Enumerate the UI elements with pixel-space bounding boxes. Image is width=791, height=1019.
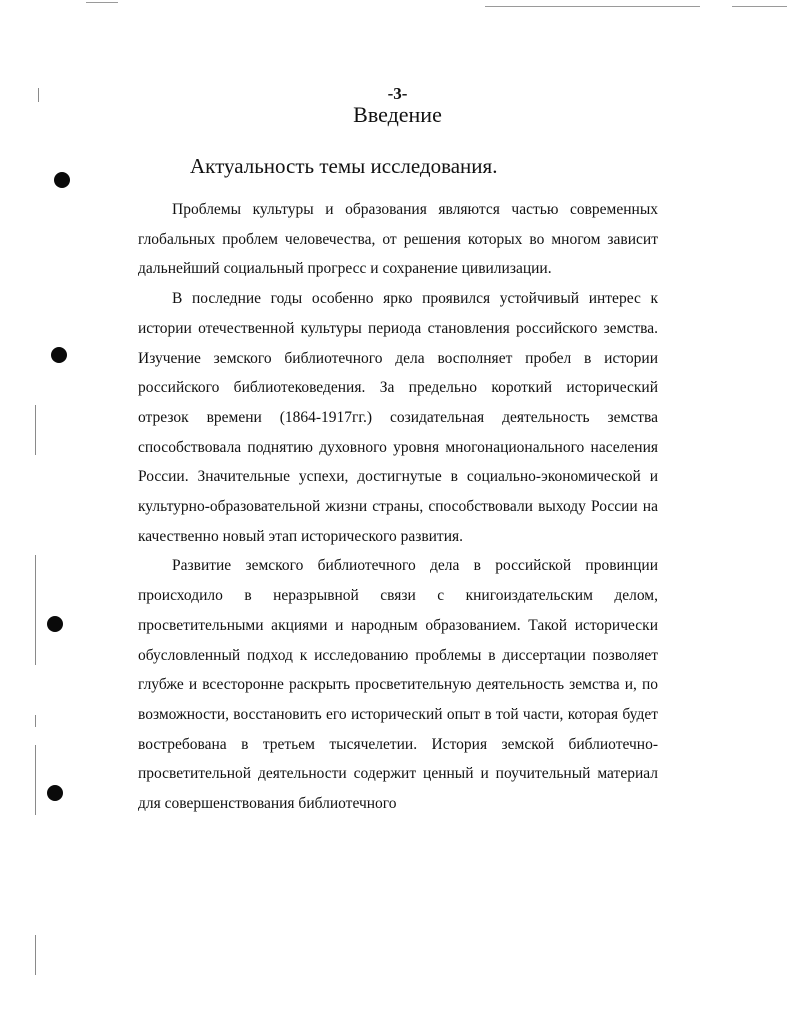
section-heading: Актуальность темы исследования. — [190, 154, 498, 178]
page-number: -3- — [387, 84, 408, 103]
scan-artifact-top-left — [86, 2, 118, 3]
punch-hole-icon — [54, 172, 70, 188]
scan-artifact-top-far-right — [732, 6, 787, 7]
margin-mark — [35, 555, 36, 665]
paragraph: Развитие земского библиотечного дела в российской провинции происходило в неразрывной связи с книгоиздательским делом, просветительными акциями и народным образованием. Такой исторически обусловленный подход к исследованию проблемы в диссертации позволяет глубже и всесторонне раскрыть просветительную деятельность земства и, по возможности, восстановить его исторический опыт в той части, которая будет востребована в третьем тысячелетии. История земской библиотечно-просветительной деятельности содержит ценный и поучительный материал для совершенствования библиотечного — [138, 557, 658, 813]
body-text — [138, 195, 658, 819]
punch-hole-icon — [51, 347, 67, 363]
punch-hole-icon — [47, 785, 63, 801]
margin-mark — [35, 715, 36, 727]
scan-artifact-top-right — [485, 6, 700, 7]
margin-mark — [35, 935, 36, 975]
margin-mark — [35, 745, 36, 815]
paragraph: Проблемы культуры и образования являются частью современных глобальных проблем человечества, от решения которых во многом зависит дальнейший социальный прогресс и сохранение цивилизации. — [138, 201, 658, 278]
margin-mark — [35, 405, 36, 455]
paragraph: В последние годы особенно ярко проявился устойчивый интерес к истории отечественной культуры периода становления российского земства. Изучение земского библиотечного дела восполняет пробел в истории российского библиотековедения. За предельно короткий исторический отрезок времени (1864-1917гг.) созидательная деятельность земства способствовала поднятию духовного уровня многонационального населения России. Значительные успехи, достигнутые в социально-экономической и культурно-образовательной жизни страны, способствовали выходу России на качественно новый этап исторического развития. — [138, 290, 658, 545]
page-title: Введение — [353, 102, 442, 127]
punch-hole-icon — [47, 616, 63, 632]
